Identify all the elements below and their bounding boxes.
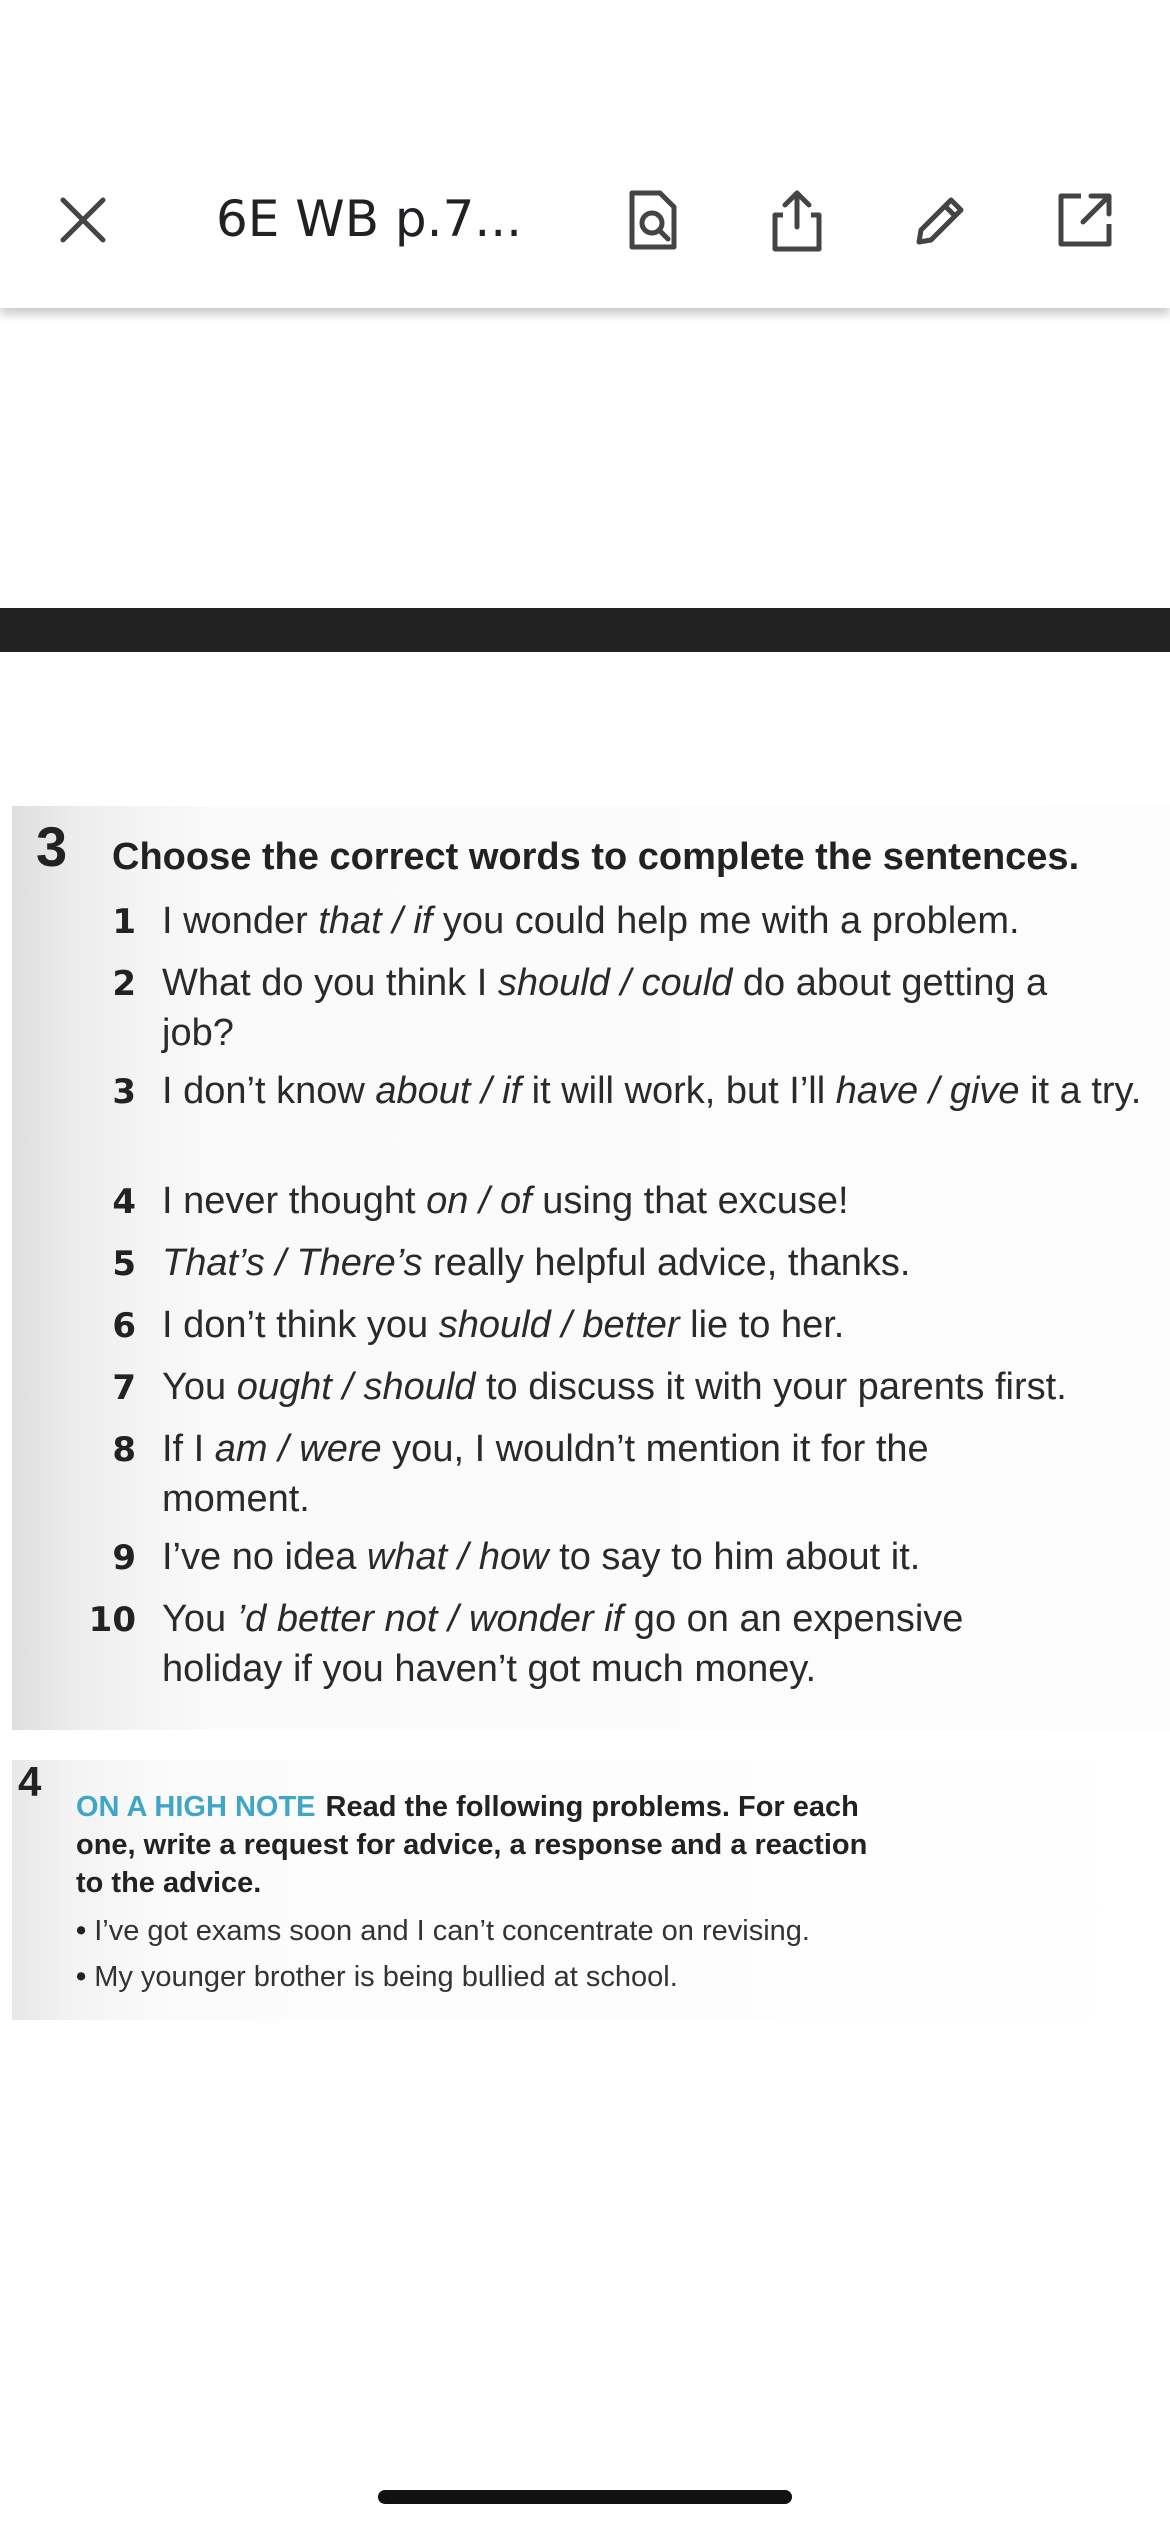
- exercise-3: [12, 806, 1170, 1730]
- item-number: 8: [112, 1430, 136, 1470]
- instruction-text: Read the following problems. For each one, write a request for advice, a response and a reaction to the advice.: [76, 1791, 868, 1899]
- word-choice: should / could: [497, 962, 733, 1004]
- item-sentence: I don’t think you should / better lie to her.: [162, 1304, 845, 1346]
- item-number: 3: [112, 1072, 136, 1112]
- exercise-number: 4: [18, 1758, 42, 1805]
- edit-button[interactable]: [906, 185, 976, 255]
- word-choice: on / of: [426, 1180, 532, 1222]
- item-sentence: I’ve no idea what / how to say to him about it.: [162, 1536, 921, 1578]
- item-sentence: You ought / should to discuss it with your parents first.: [162, 1366, 1067, 1408]
- item-number: 2: [112, 964, 136, 1004]
- open-external-icon: [1055, 190, 1115, 250]
- exercise-number: 3: [36, 815, 68, 878]
- document-title: 6E WB p.7...: [216, 190, 523, 248]
- home-indicator[interactable]: [378, 2490, 792, 2504]
- item-sentence: That’s / There’s really helpful advice, thanks.: [162, 1242, 911, 1284]
- item-sentence: I don’t know about / if it will work, but I’ll have / give it a try.: [162, 1070, 1142, 1112]
- item-sentence: What do you think I should / could do about getting a job?: [162, 962, 1048, 1054]
- item-sentence: If I am / were you, I wouldn’t mention it for the moment.: [162, 1428, 929, 1520]
- item-sentence: I never thought on / of using that excuse!: [162, 1180, 849, 1222]
- exercise-4: [12, 1760, 1170, 2020]
- word-choice: ’d better not / wonder if: [236, 1598, 624, 1640]
- viewer-toolbar: [0, 0, 1170, 308]
- problem-item: • I’ve got exams soon and I can’t concentrate on revising.: [76, 1908, 810, 1954]
- word-choice: That’s / There’s: [162, 1242, 423, 1284]
- open-external-button[interactable]: [1050, 185, 1120, 255]
- close-button[interactable]: [48, 185, 118, 255]
- item-number: 7: [112, 1368, 136, 1408]
- word-choice: that / if: [318, 900, 433, 942]
- item-number: 1: [112, 902, 136, 942]
- word-choice: what / how: [366, 1536, 549, 1578]
- exercise-instruction: [76, 1788, 896, 1902]
- item-number: 10: [88, 1600, 136, 1640]
- search-document-icon: [624, 189, 682, 251]
- item-number: 6: [112, 1306, 136, 1346]
- problem-list: [76, 1908, 810, 2000]
- on-a-high-note-tag: ON A HIGH NOTE: [76, 1791, 316, 1823]
- edit-icon: [911, 190, 971, 250]
- word-choice: ought / should: [236, 1366, 476, 1408]
- problem-item: • My younger brother is being bullied at school.: [76, 1954, 810, 2000]
- item-number: 9: [112, 1538, 136, 1578]
- item-number: 5: [112, 1244, 136, 1284]
- item-sentence: You ’d better not / wonder if go on an expensive holiday if you haven’t got much money.: [162, 1598, 964, 1690]
- search-document-button[interactable]: [618, 185, 688, 255]
- item-number: 4: [112, 1182, 136, 1222]
- share-button[interactable]: [762, 185, 832, 255]
- share-icon: [769, 187, 825, 253]
- word-choice: about / if: [375, 1070, 522, 1112]
- word-choice: have / give: [835, 1070, 1020, 1112]
- exercise-instruction: Choose the correct words to complete the sentences.: [112, 836, 1080, 878]
- close-icon: [57, 194, 109, 246]
- page-separator-bar: [0, 608, 1170, 652]
- item-sentence: I wonder that / if you could help me with a problem.: [162, 900, 1020, 942]
- word-choice: should / better: [438, 1304, 680, 1346]
- word-choice: am / were: [214, 1428, 382, 1470]
